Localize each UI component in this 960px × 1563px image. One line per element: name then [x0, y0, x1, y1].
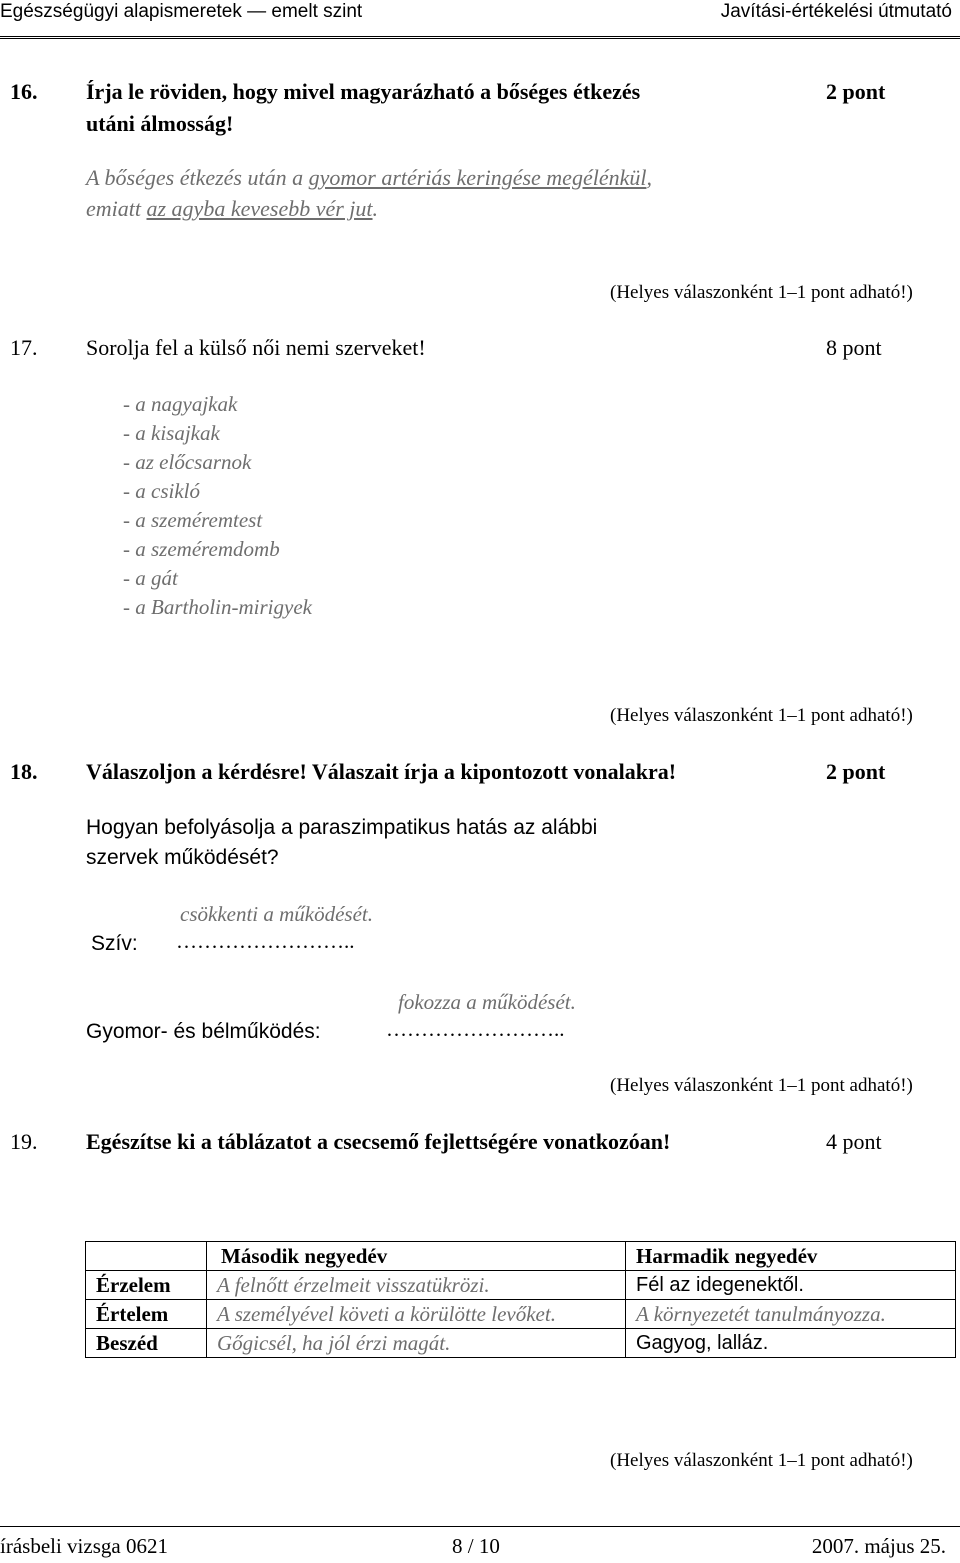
column-header-second-quarter: Második negyedév	[207, 1242, 626, 1271]
table-row	[86, 1271, 956, 1300]
q17-number: 17.	[10, 335, 38, 360]
q17-scoring-note: (Helyes válaszonként 1–1 pont adható!)	[610, 705, 913, 726]
q17-answer-list	[123, 390, 312, 622]
table-cell: A személyével követi a körülötte levőket.	[207, 1300, 626, 1329]
q19-scoring-note: (Helyes válaszonként 1–1 pont adható!)	[610, 1450, 913, 1471]
row-label-emotion: Érzelem	[86, 1271, 207, 1300]
q18-question-line1: Hogyan befolyásolja a paraszimpatikus hatás az alábbi	[86, 816, 598, 839]
q18-heart-label: Szív:	[91, 932, 138, 955]
list-item: - a Bartholin-mirigyek	[123, 595, 312, 619]
header-rule	[0, 36, 960, 37]
list-item: - a szeméremtest	[123, 508, 263, 532]
row-label-speech: Beszéd	[86, 1329, 207, 1358]
table-cell: A környezetét tanulmányozza.	[626, 1300, 956, 1329]
footer-left: írásbeli vizsga 0621	[0, 1534, 168, 1558]
table-cell: Gagyog, lalláz.	[626, 1329, 956, 1358]
q18-number: 18.	[10, 759, 38, 784]
list-item: - az előcsarnok	[123, 450, 252, 474]
q16-title-line2: utáni álmosság!	[86, 111, 234, 136]
column-header-third-quarter: Harmadik negyedév	[626, 1242, 956, 1271]
footer-rule	[0, 1526, 960, 1527]
footer-date: 2007. május 25.	[811, 1534, 946, 1558]
q18-heart-dots: ……………………..	[176, 929, 355, 953]
q18-gi-dots: ……………………..	[386, 1017, 565, 1041]
q19-points: 4 pont	[826, 1129, 882, 1154]
q18-heart-answer: csökkenti a működését.	[180, 902, 374, 926]
q16-points: 2 pont	[826, 79, 886, 104]
row-label-cognition: Értelem	[86, 1300, 207, 1329]
footer-page-number: 8 / 10	[452, 1534, 500, 1558]
list-item: - a csikló	[123, 479, 200, 503]
table-row	[86, 1329, 956, 1358]
running-header-left: Egészségügyi alapismeretek — emelt szint	[0, 1, 363, 22]
q16-number: 16.	[10, 79, 38, 104]
q16-scoring-note: (Helyes válaszonként 1–1 pont adható!)	[610, 282, 913, 303]
table-row	[86, 1300, 956, 1329]
q18-scoring-note: (Helyes válaszonként 1–1 pont adható!)	[610, 1075, 913, 1096]
q16-answer-part: ,	[646, 165, 652, 190]
list-item: - a gát	[123, 566, 178, 590]
development-table	[85, 1241, 956, 1358]
q18-question-line2: szervek működését?	[86, 846, 279, 869]
q16-answer-part: emiatt	[86, 196, 147, 221]
q18-title: Válaszoljon a kérdésre! Válaszait írja a kipontozott vonalakra!	[86, 759, 677, 784]
q17-title: Sorolja fel a külső női nemi szerveket!	[86, 335, 426, 360]
list-item: - a kisajkak	[123, 421, 220, 445]
q16-answer-key1: gyomor artériás keringése megélénkül	[308, 165, 647, 190]
list-item: - a nagyajkak	[123, 392, 238, 416]
q18-gi-label: Gyomor- és bélműködés:	[86, 1020, 321, 1043]
q16-answer-key2: az agyba kevesebb vér jut	[146, 196, 373, 221]
running-header-right: Javítási-értékelési útmutató	[720, 1, 952, 22]
q16-answer-line2	[86, 196, 378, 222]
table-cell: A felnőtt érzelmeit visszatükrözi.	[207, 1271, 626, 1300]
q18-points: 2 pont	[826, 759, 886, 784]
q19-title: Egészítse ki a táblázatot a csecsemő fejlettségére vonatkozóan!	[86, 1129, 671, 1154]
q16-answer-part: A bőséges étkezés után a	[86, 165, 309, 190]
q19-number: 19.	[10, 1129, 38, 1154]
q18-gi-answer: fokozza a működését.	[398, 990, 576, 1014]
table-header-row	[86, 1242, 956, 1271]
table-cell: Fél az idegenektől.	[626, 1271, 956, 1300]
q17-points: 8 pont	[826, 335, 882, 360]
list-item: - a szeméremdomb	[123, 537, 280, 561]
header-rule-2	[0, 38, 960, 39]
q16-answer-line1	[86, 165, 652, 191]
q16-title-line1: Írja le röviden, hogy mivel magyarázható a bőséges étkezés	[86, 79, 641, 104]
table-cell: Gőgicsél, ha jól érzi magát.	[207, 1329, 626, 1358]
table-corner-cell	[86, 1242, 207, 1271]
q16-answer-part: .	[372, 196, 379, 221]
